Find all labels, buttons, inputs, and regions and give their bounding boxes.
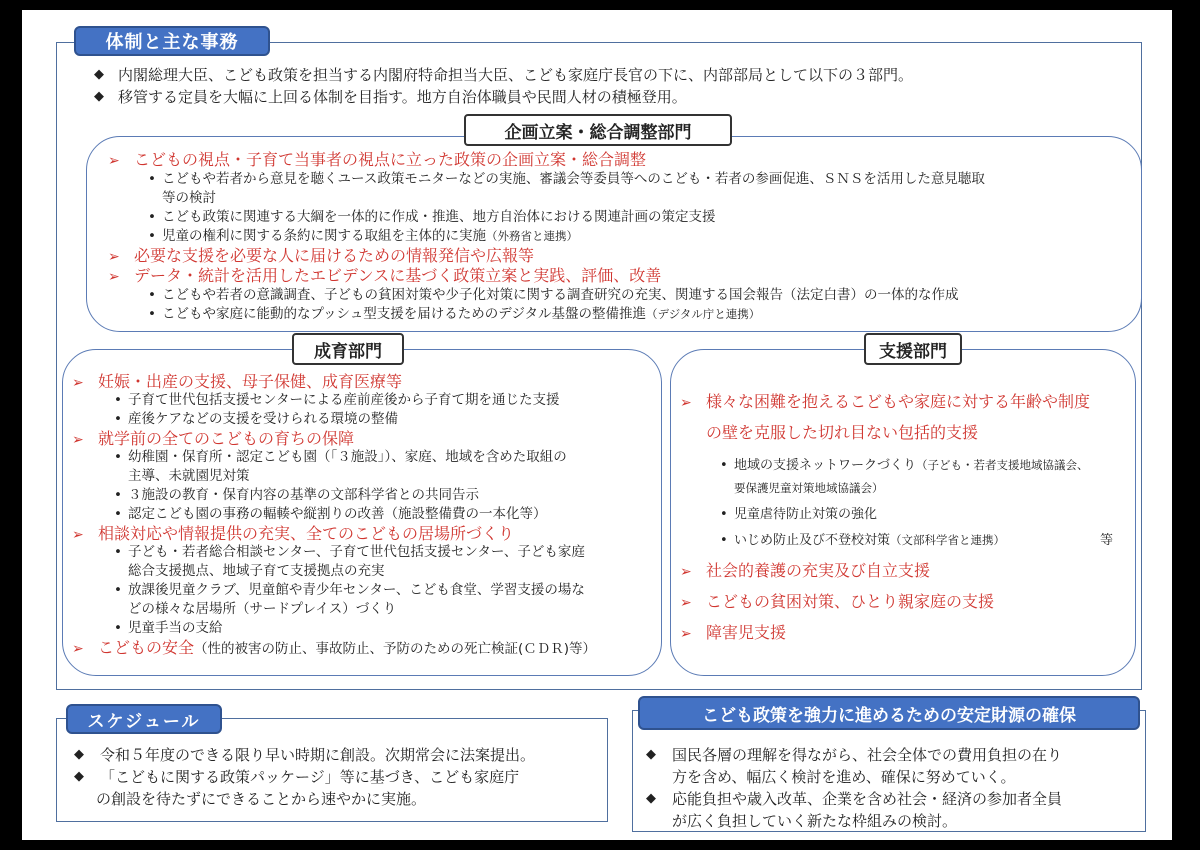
growth-item: ➢ 妊娠・出産の支援、母子保健、成育医療等	[72, 372, 403, 391]
planning-bullet: • 児童の権利に関する条約に関する取組を主体的に実施（外務省と連携）	[148, 228, 578, 244]
funding-item: ◆ 国民各層の理解を得ながら、社会全体での費用負担の在り	[646, 744, 1062, 766]
intro-item: ◆ 内閣総理大臣、こども政策を担当する内閣府特命担当大臣、こども家庭庁長官の下に、内部部局として以下の３部門。	[94, 64, 913, 86]
support-item: ➢ こどもの貧困対策、ひとり親家庭の支援	[680, 592, 995, 611]
growth-item: ➢ こどもの安全（性的被害の防止、事故防止、予防のための死亡検証(ＣＤＲ)等）	[72, 638, 597, 657]
funding-item-cont: が広く負担していく新たな枠組みの検討。	[672, 812, 958, 830]
planning-item: ➢ データ・統計を活用したエビデンスに基づく政策立案と実践、評価、改善	[108, 266, 662, 285]
support-bullet: • 地域の支援ネットワークづくり（子ども・若者支援地域協議会、	[720, 458, 1089, 473]
arrow-icon: ➢	[680, 595, 692, 611]
growth-bullet: • 子ども・若者総合相談センター、子育て世代包括支援センター、子ども家庭	[114, 544, 585, 560]
growth-bullet: • 放課後児童クラブ、児童館や青少年センター、こども食堂、学習支援の場な	[114, 582, 585, 598]
arrow-icon: ➢	[72, 527, 84, 543]
support-section-title: 支援部門	[864, 333, 962, 365]
support-item: ➢ 様々な困難を抱えるこどもや家庭に対する年齢や制度	[680, 392, 1091, 411]
document-page	[22, 10, 1172, 840]
schedule-item: ◆ 令和５年度のできる限り早い時期に創設。次期常会に法案提出。	[74, 744, 535, 766]
growth-bullet: • 幼稚園・保育所・認定こども園（「３施設」）、家庭、地域を含めた取組の	[114, 449, 567, 465]
schedule-item: ◆ 「こどもに関する政策パッケージ」等に基づき、こども家庭庁	[74, 766, 535, 788]
growth-item: ➢ 相談対応や情報提供の充実、全てのこどもの居場所づくり	[72, 524, 515, 543]
organization-title: 体制と主な事務	[74, 26, 270, 56]
growth-bullet: • 子育て世代包括支援センターによる産前産後から子育て期を通じた支援	[114, 392, 560, 408]
support-item-cont: の壁を克服した切れ目ない包括的支援	[706, 423, 979, 442]
planning-bullet: • こどもや若者の意識調査、子どもの貧困対策や少子化対策に関する調査研究の充実、関連する国会報告（法定白書）の一体的な作成	[148, 287, 959, 303]
growth-item: ➢ 就学前の全てのこどもの育ちの保障	[72, 429, 355, 448]
arrow-icon: ➢	[680, 564, 692, 580]
planning-item: ➢ こどもの視点・子育て当事者の視点に立った政策の企画立案・総合調整	[108, 150, 647, 169]
growth-bullet-cont: 主導、未就園児対策	[128, 468, 250, 484]
support-item: ➢ 社会的養護の充実及び自立支援	[680, 561, 931, 580]
arrow-icon: ➢	[108, 249, 120, 265]
arrow-icon: ➢	[108, 153, 120, 169]
funding-list-2	[646, 788, 1062, 810]
arrow-icon: ➢	[108, 269, 120, 285]
schedule-title: スケジュール	[66, 704, 222, 734]
growth-bullet-cont: どの様々な居場所（サードプレイス）づくり	[128, 601, 397, 617]
arrow-icon: ➢	[680, 395, 692, 411]
schedule-list	[74, 744, 535, 788]
arrow-icon: ➢	[72, 375, 84, 391]
funding-list	[646, 744, 1062, 766]
arrow-icon: ➢	[72, 641, 84, 657]
growth-bullet: • 産後ケアなどの支援を受けられる環境の整備	[114, 411, 398, 427]
planning-bullet: • こどもや家庭に能動的なプッシュ型支援を届けるためのデジタル基盤の整備推進（デジタル庁と連携）	[148, 306, 761, 322]
support-bullet: • いじめ防止及び不登校対策（文部科学省と連携）	[720, 533, 1006, 548]
support-item: ➢ 障害児支援	[680, 623, 787, 642]
schedule-item-cont: の創設を待たずにできることから速やかに実施。	[96, 790, 427, 808]
growth-bullet: • 児童手当の支給	[114, 620, 223, 636]
funding-title: こども政策を強力に進めるための安定財源の確保	[638, 696, 1140, 730]
growth-bullet: • 認定こども園の事務の輻輳や縦割りの改善（施設整備費の一本化等）	[114, 506, 547, 522]
arrow-icon: ➢	[680, 626, 692, 642]
growth-bullet: • ３施設の教育・保育内容の基準の文部科学省との共同告示	[114, 487, 479, 503]
funding-item: ◆ 応能負担や歳入改革、企業を含め社会・経済の参加者全員	[646, 788, 1062, 810]
growth-bullet-cont: 総合支援拠点、地域子育て支援拠点の充実	[128, 563, 385, 579]
planning-section-title: 企画立案・総合調整部門	[464, 114, 732, 146]
planning-bullet-cont: 等の検討	[162, 190, 216, 206]
support-bullet: • 児童虐待防止対策の強化	[720, 507, 878, 522]
support-bullet-etc: 等	[1100, 533, 1114, 548]
planning-bullet: • こども政策に関連する大綱を一体的に作成・推進、地方自治体における関連計画の策定支援	[148, 209, 716, 225]
planning-item: ➢ 必要な支援を必要な人に届けるための情報発信や広報等	[108, 246, 535, 265]
planning-bullet: • こどもや若者から意見を聴くユース政策モニターなどの実施、審議会等委員等へのこども・若者の参画促進、ＳＮＳを活用した意見聴取	[148, 171, 985, 187]
arrow-icon: ➢	[72, 432, 84, 448]
growth-section-title: 成育部門	[292, 333, 404, 365]
funding-item-cont: 方を含め、幅広く検討を進め、確保に努めていく。	[672, 768, 1016, 786]
intro-list	[94, 64, 913, 108]
intro-item: ◆ 移管する定員を大幅に上回る体制を目指す。地方自治体職員や民間人材の積極登用。	[94, 86, 913, 108]
support-bullet-cont: 要保護児童対策地域協議会）	[734, 481, 884, 495]
